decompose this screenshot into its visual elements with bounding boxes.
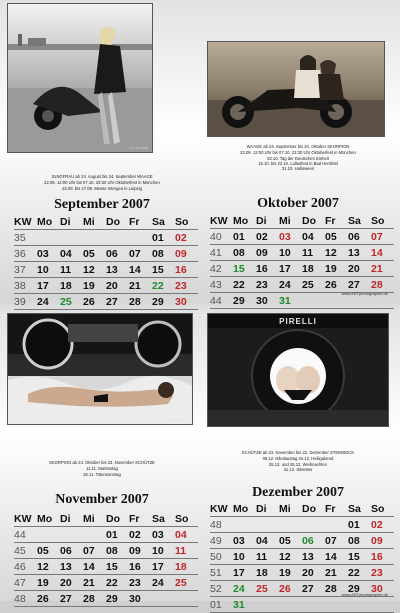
weekday-header: Mi (83, 511, 106, 527)
week-number: 41 (210, 245, 233, 261)
day-cell: 05 (279, 533, 302, 549)
week-number: 38 (14, 278, 37, 294)
event-line: 23.09. bis 27.09. Messe Intergeo in Leipzig (62, 185, 142, 191)
day-cell: 15 (233, 261, 256, 277)
day-cell: 29 (233, 293, 256, 309)
event-line: 25.12. und 26.12. Weihnachten (268, 461, 328, 467)
zodiac-text: SCHÜTZE ab 23. November bis 22. Dezember STEINBOCK (241, 450, 355, 455)
weekday-header-row (14, 511, 198, 527)
day-cell: 11 (175, 543, 198, 559)
day-cell: 25 (60, 294, 83, 310)
week-number-header: KW (210, 501, 233, 517)
weekday-header: Mo (37, 214, 60, 230)
week-row (14, 246, 198, 262)
weekday-header: So (371, 213, 394, 229)
day-cell: 22 (233, 277, 256, 293)
week-number: 35 (14, 230, 37, 246)
day-cell (152, 591, 175, 607)
weekday-header: Sa (152, 511, 175, 527)
week-number: 47 (14, 575, 37, 591)
day-cell: 18 (60, 278, 83, 294)
week-number: 45 (14, 543, 37, 559)
day-cell: 20 (106, 278, 129, 294)
day-cell (256, 517, 279, 533)
day-cell: 21 (83, 575, 106, 591)
day-cell: 29 (106, 591, 129, 607)
day-cell: 19 (37, 575, 60, 591)
day-cell: 01 (233, 229, 256, 245)
week-row (14, 230, 198, 246)
day-cell: 27 (348, 277, 371, 293)
week-number-header: KW (14, 214, 37, 230)
day-cell: 18 (256, 565, 279, 581)
day-cell: 14 (325, 549, 348, 565)
day-cell: 04 (302, 229, 325, 245)
weekday-header: Do (106, 511, 129, 527)
weekday-header: Do (106, 214, 129, 230)
event-line: 06.12. Nikolaustag 24.12. Heiligabend (262, 456, 334, 462)
day-cell (279, 517, 302, 533)
day-cell (256, 597, 279, 613)
day-cell: 11 (256, 549, 279, 565)
day-cell (175, 591, 198, 607)
day-cell: 05 (37, 543, 60, 559)
day-cell (60, 527, 83, 543)
week-row (14, 543, 198, 559)
day-cell (302, 293, 325, 309)
week-number: 50 (210, 549, 233, 565)
day-cell (233, 517, 256, 533)
day-cell: 26 (83, 294, 106, 310)
event-line: 15.10. bis 22.10. Lullusfest in Bad Hersfeld (258, 160, 338, 166)
day-cell: 11 (60, 262, 83, 278)
week-row (210, 565, 394, 581)
week-row (14, 294, 198, 310)
week-number: 48 (210, 517, 233, 533)
day-cell: 06 (106, 246, 129, 262)
day-cell: 10 (279, 245, 302, 261)
week-number: 40 (210, 229, 233, 245)
day-cell: 25 (302, 277, 325, 293)
day-cell: 13 (60, 559, 83, 575)
day-cell (106, 230, 129, 246)
day-cell: 01 (106, 527, 129, 543)
zodiac-text: WAAGE ab 24. September bis 24. Oktober SKORPION (246, 144, 350, 149)
day-cell: 26 (325, 277, 348, 293)
day-cell: 09 (175, 246, 198, 262)
day-cell: 30 (129, 591, 152, 607)
day-cell: 28 (371, 277, 394, 293)
day-cell: 24 (152, 575, 175, 591)
weekday-header: Di (60, 214, 83, 230)
day-cell (348, 597, 371, 613)
day-cell: 06 (302, 533, 325, 549)
event-line: 31.12. Silvester (283, 466, 313, 472)
caption-oktober (200, 144, 396, 171)
day-cell: 06 (348, 229, 371, 245)
events-list (200, 456, 396, 472)
day-cell: 02 (371, 517, 394, 533)
day-cell: 28 (325, 581, 348, 597)
week-number: 43 (210, 277, 233, 293)
day-cell: 18 (302, 261, 325, 277)
event-line: 25.11. Totensonntag (83, 471, 121, 477)
day-cell: 04 (175, 527, 198, 543)
day-cell (325, 517, 348, 533)
week-number: 39 (14, 294, 37, 310)
day-cell (129, 230, 152, 246)
week-number: 44 (210, 293, 233, 309)
weekday-header: Fr (129, 511, 152, 527)
day-cell: 12 (279, 549, 302, 565)
weekday-header: Sa (348, 213, 371, 229)
day-cell: 14 (83, 559, 106, 575)
month-title: November 2007 (55, 492, 149, 507)
day-cell: 16 (256, 261, 279, 277)
day-cell: 17 (279, 261, 302, 277)
weekday-header: Sa (348, 501, 371, 517)
day-cell: 30 (256, 293, 279, 309)
weekday-header: Di (256, 213, 279, 229)
week-number: 52 (210, 581, 233, 597)
day-cell: 06 (60, 543, 83, 559)
weekday-header: Mo (233, 501, 256, 517)
week-number-header: KW (14, 511, 37, 527)
weekday-header: Do (302, 213, 325, 229)
day-cell (83, 230, 106, 246)
day-cell: 01 (152, 230, 175, 246)
day-cell (83, 527, 106, 543)
day-cell (60, 230, 83, 246)
day-cell: 19 (83, 278, 106, 294)
week-row (210, 549, 394, 565)
caption-september (4, 174, 200, 191)
month-title: September 2007 (54, 197, 150, 212)
week-number-header: KW (210, 213, 233, 229)
month-title: Dezember 2007 (252, 485, 344, 500)
day-cell: 15 (152, 262, 175, 278)
photo-credit: by Lutz Sarah (129, 146, 148, 150)
day-cell: 25 (175, 575, 198, 591)
day-cell: 02 (175, 230, 198, 246)
day-cell: 12 (37, 559, 60, 575)
week-number: 01 (210, 597, 233, 613)
day-cell: 09 (256, 245, 279, 261)
day-cell: 22 (152, 278, 175, 294)
event-line: 22.09. 12:00 Uhr bis 07.10. 23:30 Uhr Oktoberfest in München (44, 180, 160, 186)
day-cell: 10 (152, 543, 175, 559)
weekday-header: Do (302, 501, 325, 517)
week-row (14, 559, 198, 575)
day-cell: 03 (233, 533, 256, 549)
zodiac-text: SKORPION ab 24. Oktober bis 23. November SCHÜTZE (49, 460, 155, 465)
events-list (200, 150, 396, 171)
day-cell: 24 (279, 277, 302, 293)
week-number: 49 (210, 533, 233, 549)
day-cell: 08 (106, 543, 129, 559)
day-cell: 24 (37, 294, 60, 310)
weekday-header: Mi (83, 214, 106, 230)
event-line: 03.10. Tag der Deutschen Einheit (267, 155, 329, 161)
day-cell: 17 (233, 565, 256, 581)
day-cell: 07 (325, 533, 348, 549)
svg-text:PIRELLI: PIRELLI (279, 317, 317, 326)
photo-couple-motorcycle (208, 42, 384, 136)
day-cell: 01 (348, 517, 371, 533)
day-cell: 14 (129, 262, 152, 278)
week-number: 51 (210, 565, 233, 581)
day-cell: 23 (256, 277, 279, 293)
weekday-header: Di (256, 501, 279, 517)
day-cell: 31 (233, 597, 256, 613)
day-cell: 05 (83, 246, 106, 262)
day-cell: 21 (325, 565, 348, 581)
day-cell: 04 (256, 533, 279, 549)
day-cell: 03 (37, 246, 60, 262)
weekday-header: Mo (233, 213, 256, 229)
day-cell: 24 (233, 581, 256, 597)
day-cell: 12 (325, 245, 348, 261)
day-cell: 09 (129, 543, 152, 559)
website-url: www.ARTphotographie.de (341, 291, 388, 296)
week-number: 44 (14, 527, 37, 543)
day-cell: 28 (129, 294, 152, 310)
day-cell: 20 (60, 575, 83, 591)
event-line: 11.11. Martinstag (86, 466, 118, 472)
events-list (4, 466, 200, 477)
photo-woman-scooter (8, 4, 152, 152)
day-cell: 03 (152, 527, 175, 543)
weekday-header: So (175, 214, 198, 230)
week-row (14, 591, 198, 607)
day-cell: 25 (256, 581, 279, 597)
day-cell (37, 527, 60, 543)
weekday-header: Mi (279, 501, 302, 517)
day-cell (302, 517, 325, 533)
event-line: 22.09. 12:00 Uhr bis 07.10. 23:30 Uhr Oktoberfest in München (240, 150, 356, 156)
day-cell: 08 (233, 245, 256, 261)
day-cell: 09 (371, 533, 394, 549)
day-cell: 30 (371, 581, 394, 597)
zodiac-text: JUNGFRAU ab 24. August bis 24. September WAAGE (51, 174, 153, 179)
day-cell: 20 (348, 261, 371, 277)
week-row (210, 597, 394, 613)
day-cell: 04 (60, 246, 83, 262)
day-cell: 27 (302, 581, 325, 597)
week-row (210, 261, 394, 277)
day-cell (37, 230, 60, 246)
day-cell: 17 (37, 278, 60, 294)
day-cell: 23 (129, 575, 152, 591)
week-row (210, 245, 394, 261)
day-cell: 22 (348, 565, 371, 581)
week-row (210, 517, 394, 533)
day-cell: 27 (60, 591, 83, 607)
day-cell: 26 (37, 591, 60, 607)
day-cell: 20 (302, 565, 325, 581)
day-cell: 18 (175, 559, 198, 575)
week-number: 46 (14, 559, 37, 575)
day-cell: 23 (175, 278, 198, 294)
day-cell: 28 (83, 591, 106, 607)
day-cell: 23 (371, 565, 394, 581)
day-cell (325, 597, 348, 613)
calendar-grid (14, 511, 198, 607)
weekday-header: Di (60, 511, 83, 527)
day-cell: 17 (152, 559, 175, 575)
day-cell: 16 (175, 262, 198, 278)
weekday-header-row (210, 501, 394, 517)
weekday-header-row (14, 214, 198, 230)
event-line: 31.10. Halloween (281, 166, 315, 172)
weekday-header: Mo (37, 511, 60, 527)
day-cell: 13 (348, 245, 371, 261)
day-cell: 11 (302, 245, 325, 261)
photo-tire-sculpture (208, 314, 388, 426)
caption-november (4, 460, 200, 477)
photo-woman-lying-motorcycle (8, 314, 192, 424)
day-cell: 14 (371, 245, 394, 261)
week-row (14, 278, 198, 294)
day-cell: 30 (175, 294, 198, 310)
day-cell: 22 (106, 575, 129, 591)
day-cell: 13 (302, 549, 325, 565)
caption-dezember (200, 450, 396, 472)
website-url: www.ARTphotographie.de (341, 592, 388, 597)
weekday-header-row (210, 213, 394, 229)
day-cell: 16 (371, 549, 394, 565)
weekday-header: So (371, 501, 394, 517)
day-cell: 02 (256, 229, 279, 245)
photo-credit: by Lutz Sarah (169, 418, 188, 422)
week-row (210, 229, 394, 245)
day-cell: 16 (129, 559, 152, 575)
day-cell: 31 (279, 293, 302, 309)
day-cell: 03 (279, 229, 302, 245)
day-cell (302, 597, 325, 613)
month-title: Oktober 2007 (257, 196, 339, 211)
day-cell (279, 597, 302, 613)
weekday-header: Fr (325, 501, 348, 517)
weekday-header: Mi (279, 213, 302, 229)
day-cell: 29 (348, 581, 371, 597)
day-cell (371, 597, 394, 613)
week-number: 37 (14, 262, 37, 278)
day-cell: 21 (371, 261, 394, 277)
weekday-header: Sa (152, 214, 175, 230)
weekday-header: Fr (325, 213, 348, 229)
day-cell: 15 (106, 559, 129, 575)
day-cell: 05 (325, 229, 348, 245)
week-row (210, 533, 394, 549)
weekday-header: So (175, 511, 198, 527)
day-cell: 07 (371, 229, 394, 245)
day-cell: 21 (129, 278, 152, 294)
day-cell: 26 (279, 581, 302, 597)
week-number: 48 (14, 591, 37, 607)
day-cell: 12 (83, 262, 106, 278)
events-list (4, 180, 200, 191)
day-cell: 07 (83, 543, 106, 559)
day-cell: 13 (106, 262, 129, 278)
week-number: 42 (210, 261, 233, 277)
week-number: 36 (14, 246, 37, 262)
day-cell: 07 (129, 246, 152, 262)
day-cell: 19 (325, 261, 348, 277)
day-cell: 15 (348, 549, 371, 565)
day-cell: 08 (152, 246, 175, 262)
day-cell: 19 (279, 565, 302, 581)
day-cell: 08 (348, 533, 371, 549)
day-cell: 29 (152, 294, 175, 310)
day-cell: 02 (129, 527, 152, 543)
day-cell: 10 (37, 262, 60, 278)
day-cell: 10 (233, 549, 256, 565)
week-row (14, 575, 198, 591)
week-row (14, 527, 198, 543)
weekday-header: Fr (129, 214, 152, 230)
day-cell: 27 (106, 294, 129, 310)
calendar-grid (14, 214, 198, 310)
week-row (14, 262, 198, 278)
